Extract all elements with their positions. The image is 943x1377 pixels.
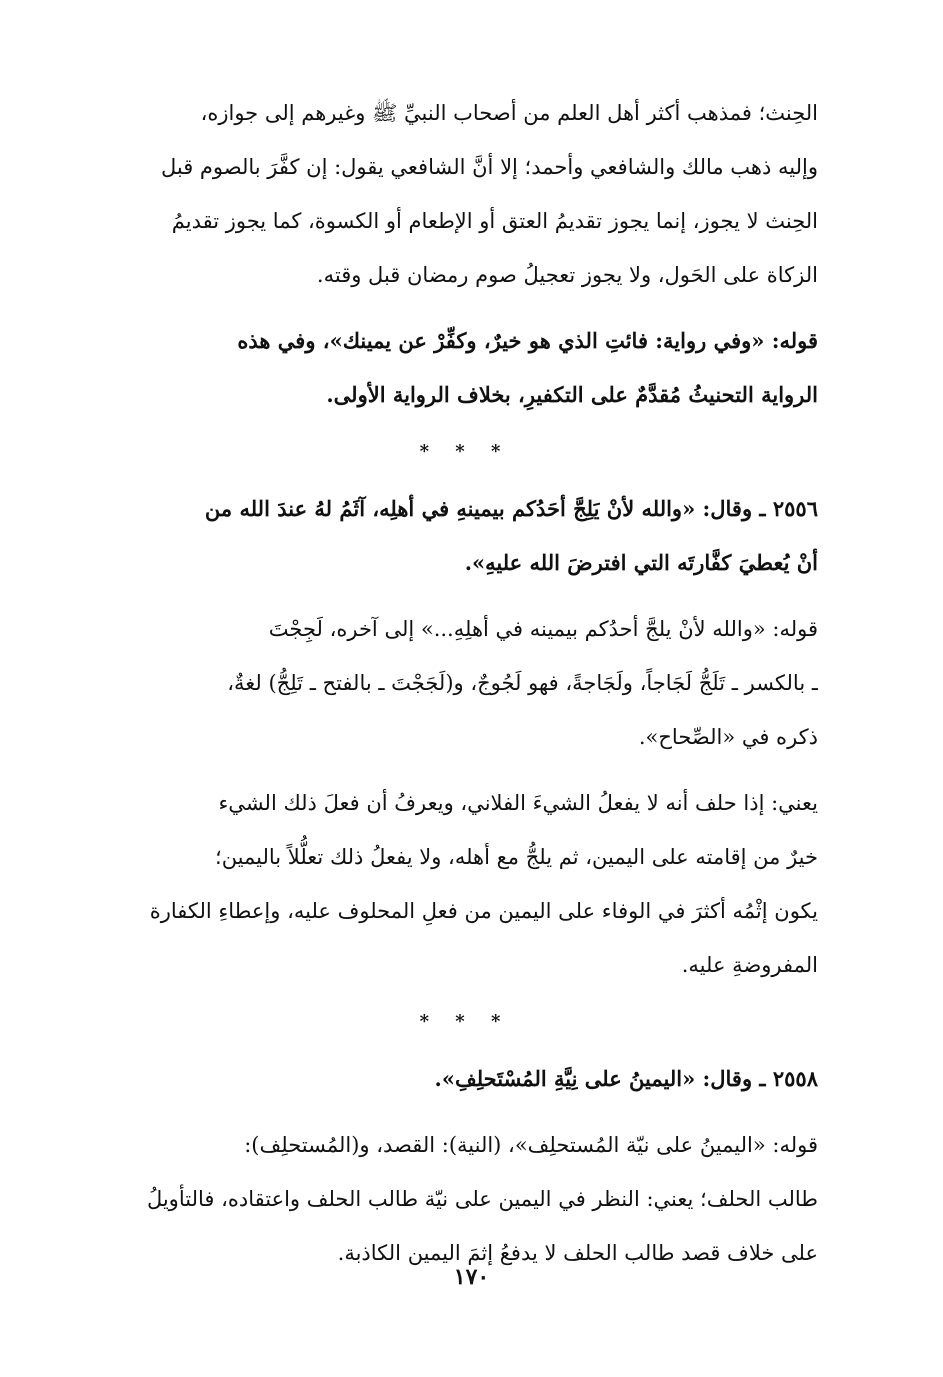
paragraph-hinth-opinions (112, 86, 818, 302)
paragraph-riwaya (112, 314, 818, 422)
text-line: ٢٥٥٦ ـ وقال: «والله لأنْ يَلِجَّ أحَدُكم بيمينهِ في أهلِه، آثَمُ لهُ عندَ الله من (204, 496, 818, 521)
text-line: يكون إثْمُه أكثرَ في الوفاء على اليمين من فعلِ المحلوف عليه، وإعطاءِ الكفارة (149, 899, 818, 923)
text-line: ٢٥٥٨ ـ وقال: «اليمينُ على نِيَّةِ المُسْتَحلِفِ». (434, 1066, 818, 1091)
hadith-2556 (112, 482, 818, 590)
text-line: على خلاف قصد طالب الحلف لا يدفعُ إثمَ اليمين الكاذبة. (337, 1241, 818, 1265)
text-line: المفروضةِ عليه. (681, 953, 818, 977)
text-line: قوله: «وفي رواية: فائتِ الذي هو خيرٌ، وكفِّرْ عن يمينك»، وفي هذه (237, 328, 818, 353)
paragraph-lajaj (112, 602, 818, 764)
hadith-2558 (112, 1052, 818, 1106)
text-line: قوله: «اليمينُ على نيّة المُستحلِف»، (النية): القصد، و(المُستحلِف): (244, 1133, 818, 1157)
section-separator: * * * (419, 441, 511, 462)
text-line: خيرٌ من إقامته على اليمين، ثم يلجُّ مع أهله، ولا يفعلُ ذلك تعلُّلاً باليمين؛ (215, 845, 818, 869)
paragraph-explanation (112, 776, 818, 992)
text-line: قوله: «والله لأنْ يلجَّ أحدُكم بيمينه في أهلِهِ...» إلى آخره، لَجِجْتَ (268, 617, 818, 641)
section-separator: * * * (419, 1011, 511, 1032)
page-number: ١٧٠ (453, 1264, 490, 1290)
text-line: وإليه ذهب مالك والشافعي وأحمد؛ إلا أنَّ الشافعي يقول: إن كفَّرَ بالصوم قبل (160, 155, 818, 179)
text-line: الحِنث؛ فمذهب أكثر أهل العلم من أصحاب النبيِّ ﷺ وغيرهم إلى جوازه، (200, 101, 818, 125)
page-body (112, 86, 818, 1280)
text-line: الرواية التحنيثُ مُقدَّمٌ على التكفيرِ، بخلاف الرواية الأولى. (326, 382, 818, 407)
text-line: ذكره في «الصِّحاح». (638, 725, 818, 749)
text-line: الحِنث لا يجوز، إنما يجوز تقديمُ العتق أو الإطعام أو الكسوة، كما يجوز تقديمُ (171, 209, 818, 233)
text-line: طالب الحلف؛ يعني: النظر في اليمين على نيّة طالب الحلف واعتقاده، فالتأويلُ (146, 1187, 818, 1211)
paragraph-niyya (112, 1118, 818, 1280)
text-line: ـ بالكسر ـ تَلَجُّ لَجَاجاً، ولَجَاجةً، فهو لَجُوجٌ، و(لَجَجْتَ ـ بالفتح ـ تَلِجُّ) لغةٌ، (227, 671, 818, 695)
text-line: يعني: إذا حلف أنه لا يفعلُ الشيءَ الفلاني، ويعرفُ أن فعلَ ذلك الشيء (218, 791, 818, 815)
text-line: أنْ يُعطيَ كفَّارتَه التي افترضَ الله عليهِ». (464, 550, 818, 575)
text-line: الزكاة على الحَول، ولا يجوز تعجيلُ صوم رمضان قبل وقته. (316, 263, 818, 287)
